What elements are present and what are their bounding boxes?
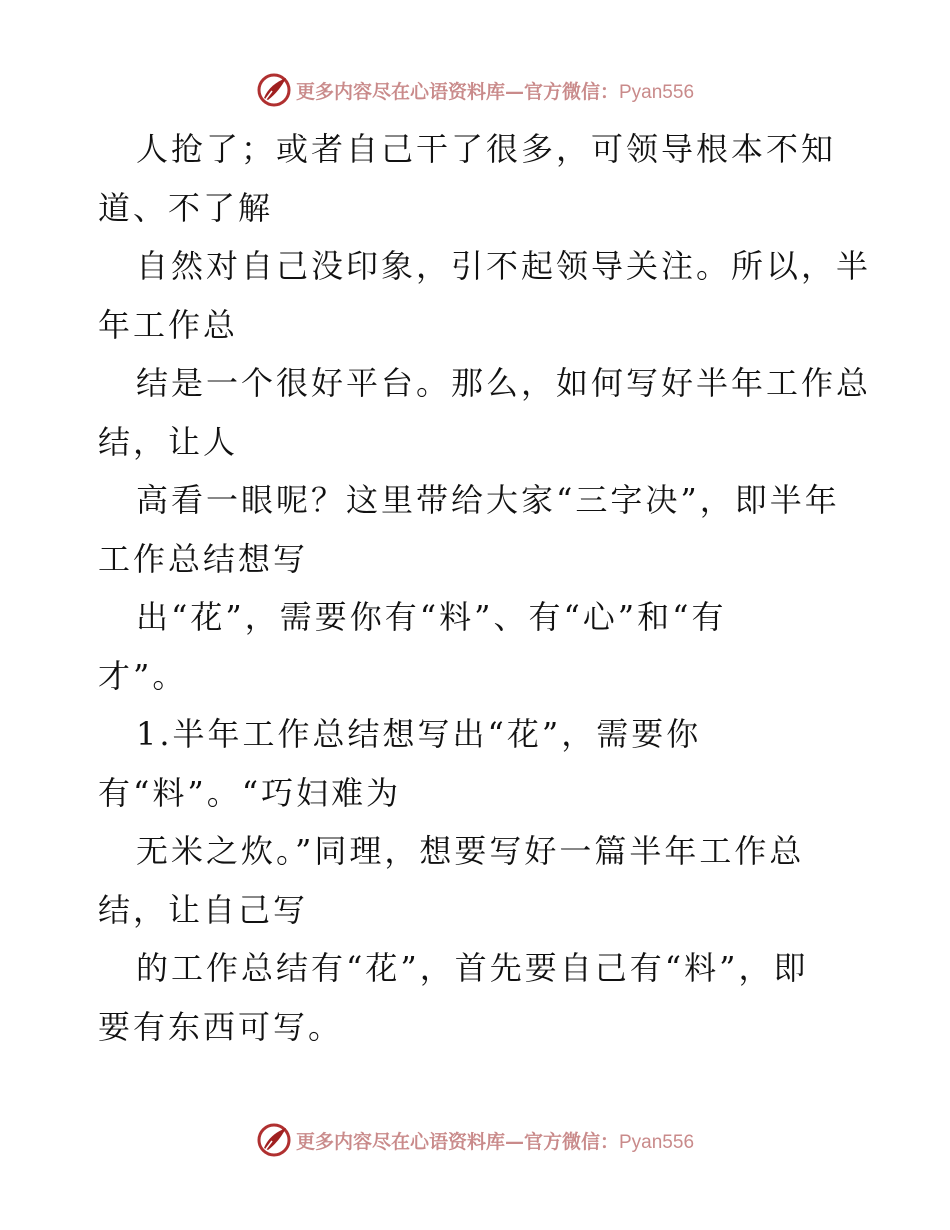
text-line: 年工作总 <box>98 305 239 344</box>
watermark-text: 更多内容尽在心语资料库—官方微信：Pyan556 <box>295 80 695 103</box>
pen-logo-icon <box>256 72 292 108</box>
pen-logo-icon <box>256 1122 292 1158</box>
text-line: 结，让人 <box>98 422 239 461</box>
footer-watermark <box>0 1120 950 1160</box>
text-line: 的工作总结有“花”，首先要自己有“料”，即 <box>136 949 809 987</box>
text-line: 人抢了；或者自己干了很多，可领导根本不知 <box>136 130 837 168</box>
text-line: 结，让自己写 <box>98 890 309 929</box>
text-line: 结是一个很好平台。那么，如何写好半年工作总 <box>136 364 872 402</box>
header-watermark <box>0 70 950 110</box>
text-line: 道、不了解 <box>98 188 274 227</box>
text-line: 出“花”，需要你有“料”、有“心”和“有 <box>136 598 727 636</box>
watermark-text: 更多内容尽在心语资料库—官方微信：Pyan556 <box>295 1130 695 1153</box>
text-line: 工作总结想写 <box>98 539 309 578</box>
text-line: 1.半年工作总结想写出“花”，需要你 <box>136 715 702 753</box>
text-line: 有“料”。“巧妇难为 <box>98 773 402 812</box>
text-line: 自然对自己没印象，引不起领导关注。所以，半 <box>136 247 872 285</box>
text-line: 无米之炊。”同理，想要写好一篇半年工作总 <box>136 832 805 870</box>
text-line: 才”。 <box>98 656 188 695</box>
text-line: 高看一眼呢？这里带给大家“三字决”，即半年 <box>136 481 840 519</box>
document-body <box>98 120 872 1056</box>
text-line: 要有东西可写。 <box>98 1007 344 1046</box>
